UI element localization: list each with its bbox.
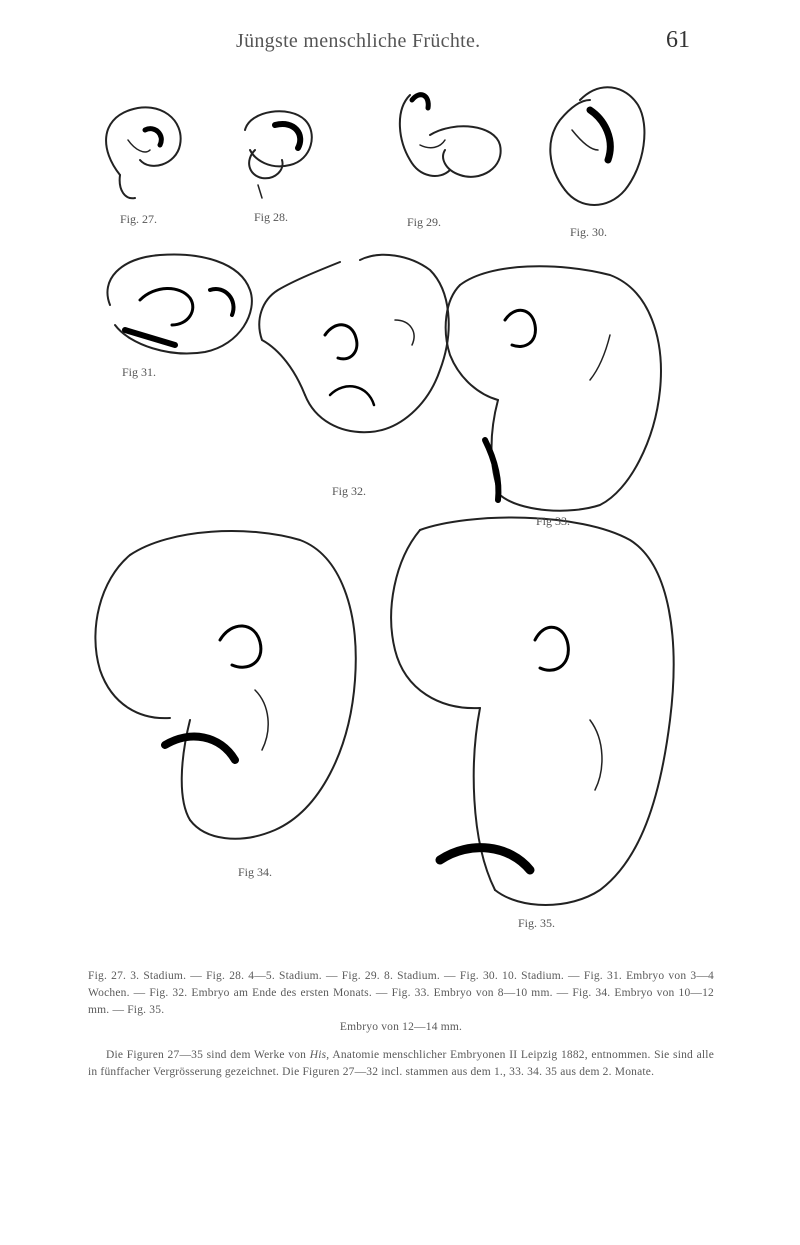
fig32-label: Fig 32.	[332, 484, 367, 498]
fig31-label: Fig 31.	[122, 365, 157, 379]
fig33-label: Fig 33.	[536, 514, 571, 528]
page-number: 61	[666, 27, 690, 53]
caption-text: Fig. 27. 3. Stadium. — Fig. 28. 4—5. Stadium. — Fig. 29. 8. Stadium. — Fig. 30. 10. Stadium. — Fig. 31. Embryo von 3—4 Wochen. — Fig. 32. Embryo am Ende des ersten Monats. — Fig. 33. Embryo von 8—10 mm. — Fig. 34. Embryo von 10—12 mm. — Fig. 35.	[88, 970, 714, 1016]
running-title: Jüngste menschliche Früchte.	[236, 30, 481, 52]
fig27-label: Fig. 27.	[120, 212, 158, 226]
source-note	[88, 1047, 714, 1081]
fig30-drawing	[550, 87, 644, 205]
note-lead: Die Figuren 27—35 sind dem Werke von	[106, 1049, 310, 1061]
fig27-drawing	[106, 107, 181, 198]
fig29-drawing	[400, 95, 501, 177]
fig32-drawing	[259, 255, 448, 432]
fig34-label: Fig 34.	[238, 865, 273, 879]
note-author: His	[309, 1049, 327, 1061]
fig31-drawing	[107, 254, 251, 353]
fig28-label: Fig 28.	[254, 210, 289, 224]
fig29-label: Fig 29.	[407, 215, 442, 229]
fig30-label: Fig. 30.	[570, 225, 608, 239]
caption-last-line: Embryo von 12—14 mm.	[339, 1021, 463, 1033]
fig33-drawing	[446, 266, 661, 510]
fig28-drawing	[245, 111, 312, 198]
fig34-drawing	[95, 531, 355, 839]
fig35-label: Fig. 35.	[518, 916, 556, 930]
fig35-drawing	[391, 518, 673, 905]
figure-caption	[88, 968, 714, 1036]
note-rest: , Anatomie menschlicher Embryonen II Leipzig 1882, entnommen. Sie sind alle in fünffacher Vergrösserung gezeichnet. Die Figuren 27—32 incl. stammen aus dem 1., 33. 34. 35 aus dem 2. Monate.	[88, 1049, 714, 1078]
